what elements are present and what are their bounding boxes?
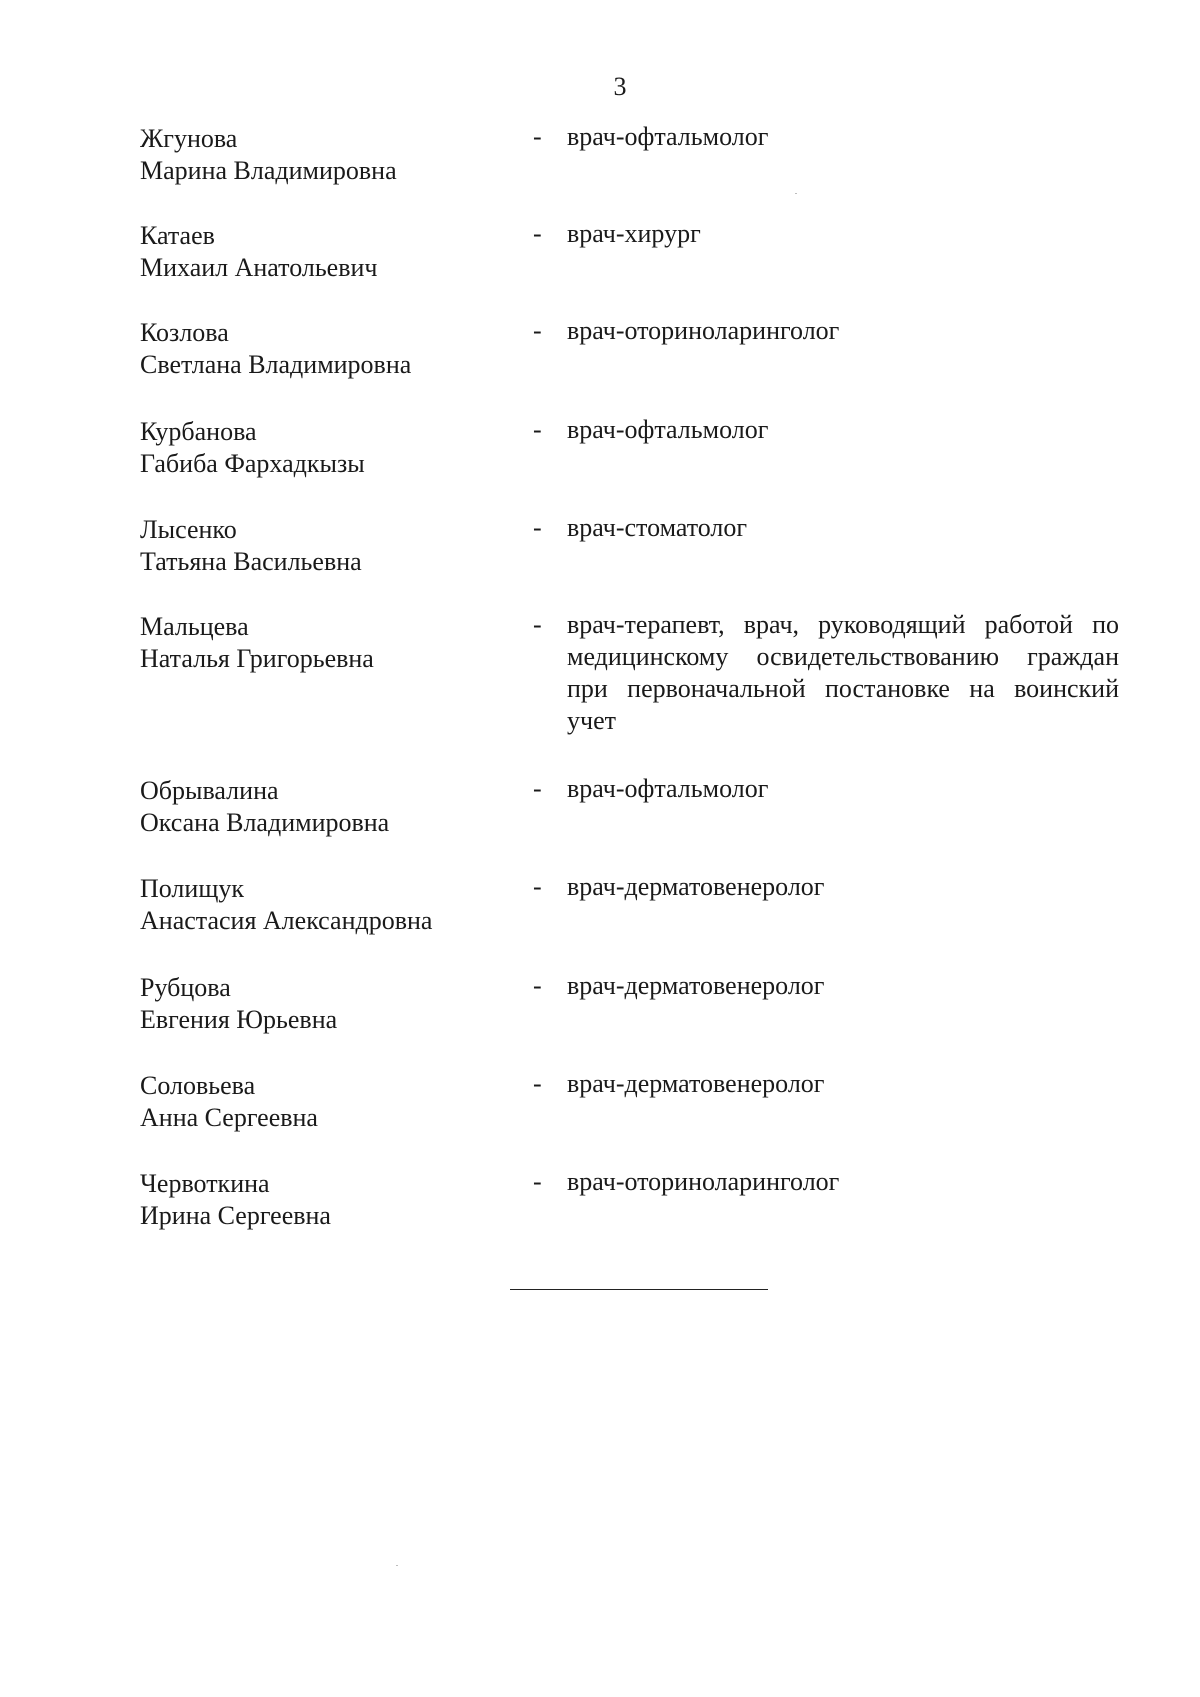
end-divider: [510, 1289, 768, 1290]
dash-separator: -: [533, 1167, 542, 1196]
given-names: Оксана Владимировна: [140, 808, 390, 837]
role-text: врач-офтальмолог: [567, 122, 769, 151]
given-names: Татьяна Васильевна: [140, 547, 362, 576]
role-text: врач-оториноларинголог: [567, 1167, 840, 1196]
given-names: Ирина Сергеевна: [140, 1201, 331, 1230]
given-names: Габиба Фархадкызы: [140, 449, 365, 478]
list-item: [0, 1168, 1200, 1288]
page-number: 3: [613, 72, 627, 101]
surname: Мальцева: [140, 612, 249, 641]
person-name: [140, 1168, 520, 1232]
surname: Лысенко: [140, 515, 237, 544]
given-names: Наталья Григорьевна: [140, 644, 374, 673]
given-names: Евгения Юрьевна: [140, 1005, 338, 1034]
surname: Катаев: [140, 221, 215, 250]
person-name: [140, 873, 520, 937]
given-names: Светлана Владимировна: [140, 350, 412, 379]
person-name: [140, 123, 520, 187]
dash-separator: -: [533, 610, 542, 639]
role-text: врач-оториноларинголог: [567, 316, 840, 345]
dash-separator: -: [533, 1069, 542, 1098]
role-text: врач-офтальмолог: [567, 415, 769, 444]
dash-separator: -: [533, 971, 542, 1000]
role-text: врач-стоматолог: [567, 513, 748, 542]
person-name: [140, 416, 520, 480]
list-item: [0, 611, 1200, 761]
person-name: [140, 972, 520, 1036]
dash-separator: -: [533, 316, 542, 345]
role-text: врач-дерматовенеролог: [567, 971, 825, 1000]
person-name: [140, 1070, 520, 1134]
person-name: [140, 220, 520, 284]
person-name: [140, 317, 520, 381]
role-text: врач-офтальмолог: [567, 774, 769, 803]
given-names: Марина Владимировна: [140, 156, 397, 185]
surname: Червоткина: [140, 1169, 270, 1198]
role-text: врач-терапевт, врач, руководящий работой по медицинскому освидетельствованию граждан при первоначальной постановке на воинский учет: [567, 610, 1119, 735]
person-name: [140, 611, 520, 675]
dash-separator: -: [533, 122, 542, 151]
scan-speck: [795, 193, 797, 194]
scan-speck: [396, 1565, 398, 1566]
role-text: врач-дерматовенеролог: [567, 872, 825, 901]
surname: Полищук: [140, 874, 244, 903]
given-names: Анна Сергеевна: [140, 1103, 318, 1132]
person-name: [140, 775, 520, 839]
dash-separator: -: [533, 219, 542, 248]
surname: Жгунова: [140, 124, 238, 153]
dash-separator: -: [533, 774, 542, 803]
surname: Обрывалина: [140, 776, 279, 805]
dash-separator: -: [533, 415, 542, 444]
role-text: врач-дерматовенеролог: [567, 1069, 825, 1098]
dash-separator: -: [533, 872, 542, 901]
surname: Рубцова: [140, 973, 231, 1002]
given-names: Михаил Анатольевич: [140, 253, 378, 282]
surname: Соловьева: [140, 1071, 256, 1100]
dash-separator: -: [533, 513, 542, 542]
person-name: [140, 514, 520, 578]
surname: Козлова: [140, 318, 229, 347]
surname: Курбанова: [140, 417, 257, 446]
role-text: врач-хирург: [567, 219, 701, 248]
given-names: Анастасия Александровна: [140, 906, 433, 935]
